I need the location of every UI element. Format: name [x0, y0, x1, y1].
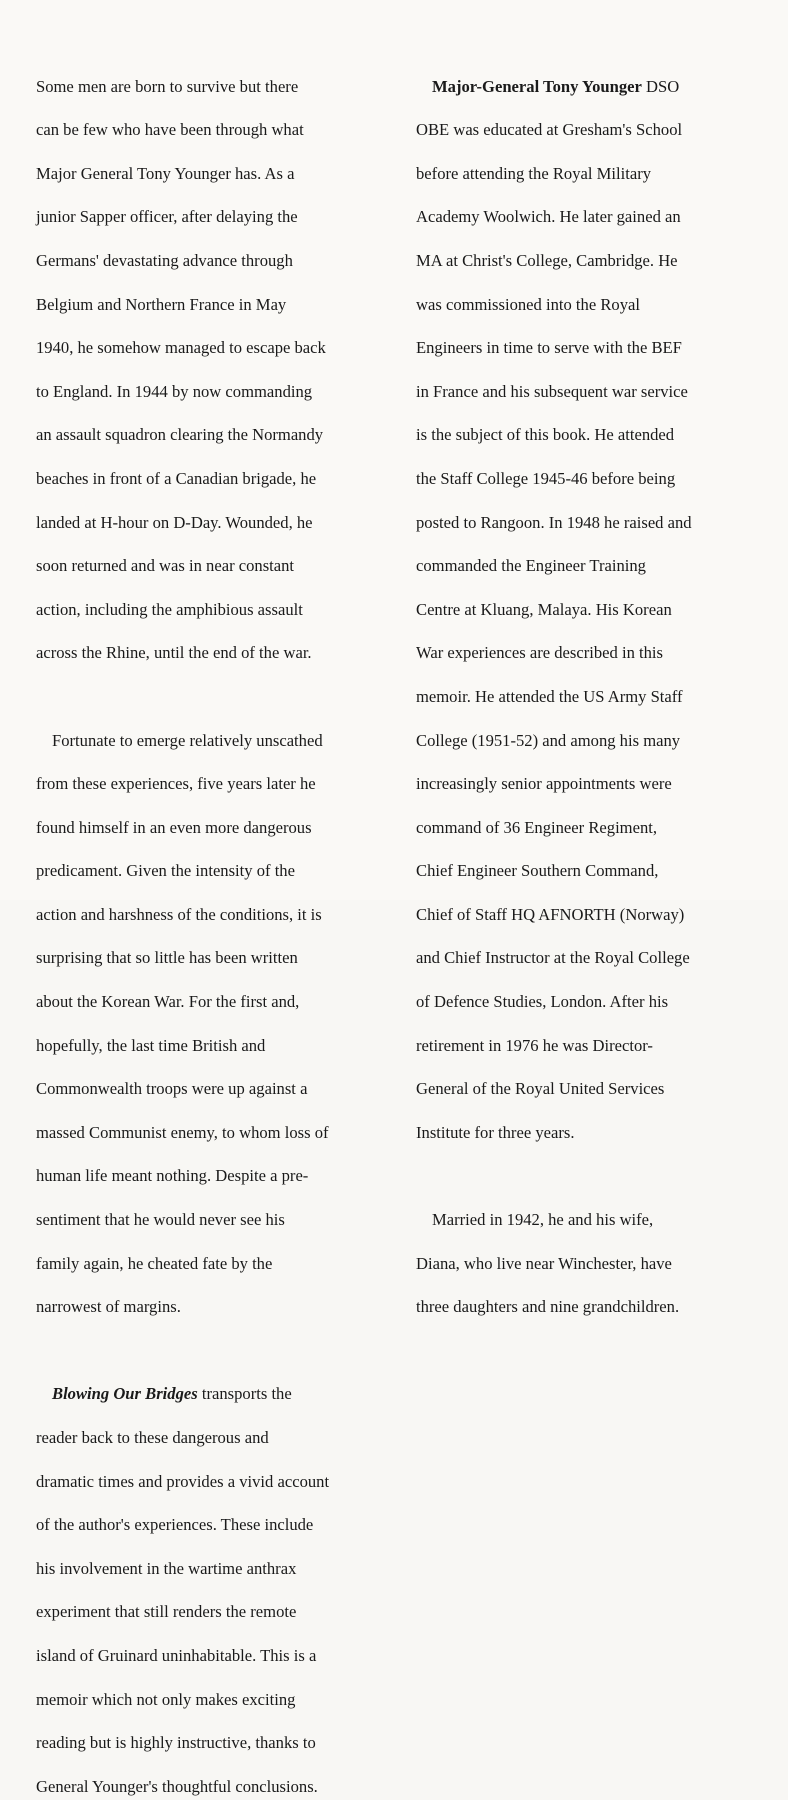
text-line: of the author's experiences. These include	[36, 1515, 314, 1535]
family-paragraph	[416, 1187, 761, 1340]
text-line: was commissioned into the Royal	[416, 294, 640, 314]
text-line: General of the Royal United Services	[416, 1079, 665, 1099]
text-line: reading but is highly instructive, thanks to	[36, 1733, 316, 1753]
text-line: is the subject of this book. He attended	[416, 425, 675, 445]
text-span: transports the	[197, 1384, 292, 1404]
text-line: island of Gruinard uninhabitable. This is a	[36, 1645, 317, 1665]
text-line: family again, he cheated fate by the	[36, 1253, 273, 1273]
text-line: General Younger's thoughtful conclusions.	[36, 1776, 318, 1796]
text-line: Belgium and Northern France in May	[36, 294, 287, 314]
text-line: memoir which not only makes exciting	[36, 1689, 296, 1709]
text-line: dramatic times and provides a vivid account	[36, 1471, 330, 1491]
text-line: MA at Christ's College, Cambridge. He	[416, 250, 678, 270]
text-line: three daughters and nine grandchildren.	[416, 1297, 680, 1317]
text-line	[416, 76, 761, 98]
text-line: Chief Engineer Southern Command,	[416, 861, 659, 881]
text-line: Engineers in time to serve with the BEF	[416, 338, 682, 358]
text-line: Fortunate to emerge relatively unscathed	[52, 730, 323, 750]
intro-paragraph	[36, 54, 376, 686]
text-line: 1940, he somehow managed to escape back	[36, 338, 326, 358]
text-line: from these experiences, five years later he	[36, 774, 316, 794]
text-line: narrowest of margins.	[36, 1297, 181, 1317]
text-line: hopefully, the last time British and	[36, 1035, 266, 1055]
text-line: experiment that still renders the remote	[36, 1602, 297, 1622]
text-line: action, including the amphibious assault	[36, 599, 303, 619]
text-line: Centre at Kluang, Malaya. His Korean	[416, 599, 672, 619]
left-column	[36, 32, 376, 1800]
text-line: Some men are born to survive but there	[36, 76, 299, 96]
right-column	[416, 32, 761, 1362]
text-line: the Staff College 1945-46 before being	[416, 468, 676, 488]
author-bio-paragraph	[416, 54, 761, 1166]
text-line: command of 36 Engineer Regiment,	[416, 817, 658, 837]
text-line: in France and his subsequent war service	[416, 381, 688, 401]
text-line: surprising that so little has been written	[36, 948, 298, 968]
text-line: action and harshness of the conditions, it is	[36, 904, 322, 924]
korea-paragraph	[36, 708, 376, 1340]
text-line: posted to Rangoon. In 1948 he raised and	[416, 512, 692, 532]
text-line: commanded the Engineer Training	[416, 556, 646, 576]
text-line: soon returned and was in near constant	[36, 556, 295, 576]
text-line: found himself in an even more dangerous	[36, 817, 312, 837]
book-title: Blowing Our Bridges	[52, 1384, 198, 1404]
text-line: junior Sapper officer, after delaying the	[36, 207, 298, 227]
text-line: reader back to these dangerous and	[36, 1428, 269, 1447]
text-line: his involvement in the wartime anthrax	[36, 1558, 297, 1578]
text-line: an assault squadron clearing the Normandy	[36, 425, 324, 445]
text-line: can be few who have been through what	[36, 120, 304, 140]
text-line: massed Communist enemy, to whom loss of	[36, 1122, 329, 1142]
text-line: Major General Tony Younger has. As a	[36, 163, 295, 183]
text-line: College (1951-52) and among his many	[416, 730, 681, 750]
text-line: human life meant nothing. Despite a pre-	[36, 1166, 309, 1186]
text-line: and Chief Instructor at the Royal College	[416, 948, 690, 968]
text-line: Married in 1942, he and his wife,	[432, 1210, 654, 1230]
text-line	[36, 1383, 376, 1405]
text-line: sentiment that he would never see his	[36, 1210, 285, 1230]
text-line: War experiences are described in this	[416, 643, 663, 663]
text-line: Institute for three years.	[416, 1122, 575, 1142]
text-line: increasingly senior appointments were	[416, 774, 672, 794]
text-line: OBE was educated at Gresham's School	[416, 120, 683, 140]
text-line: before attending the Royal Military	[416, 163, 652, 183]
text-line: memoir. He attended the US Army Staff	[416, 686, 683, 706]
text-line: landed at H-hour on D-Day. Wounded, he	[36, 512, 313, 532]
text-line: of Defence Studies, London. After his	[416, 992, 669, 1012]
text-line: Commonwealth troops were up against a	[36, 1079, 308, 1099]
text-line: beaches in front of a Canadian brigade, he	[36, 468, 317, 488]
text-line: Chief of Staff HQ AFNORTH (Norway)	[416, 904, 685, 924]
book-summary-paragraph	[36, 1362, 376, 1800]
text-line: across the Rhine, until the end of the war.	[36, 643, 312, 663]
text-line: to England. In 1944 by now commanding	[36, 381, 313, 401]
text-line: Academy Woolwich. He later gained an	[416, 207, 681, 227]
text-line: predicament. Given the intensity of the	[36, 861, 295, 881]
text-line: retirement in 1976 he was Director-	[416, 1035, 653, 1055]
text-line: Germans' devastating advance through	[36, 250, 293, 270]
text-line: Diana, who live near Winchester, have	[416, 1253, 672, 1273]
text-line: about the Korean War. For the first and,	[36, 992, 300, 1012]
text-span: DSO	[641, 76, 680, 96]
author-name: Major-General Tony Younger	[432, 76, 642, 96]
